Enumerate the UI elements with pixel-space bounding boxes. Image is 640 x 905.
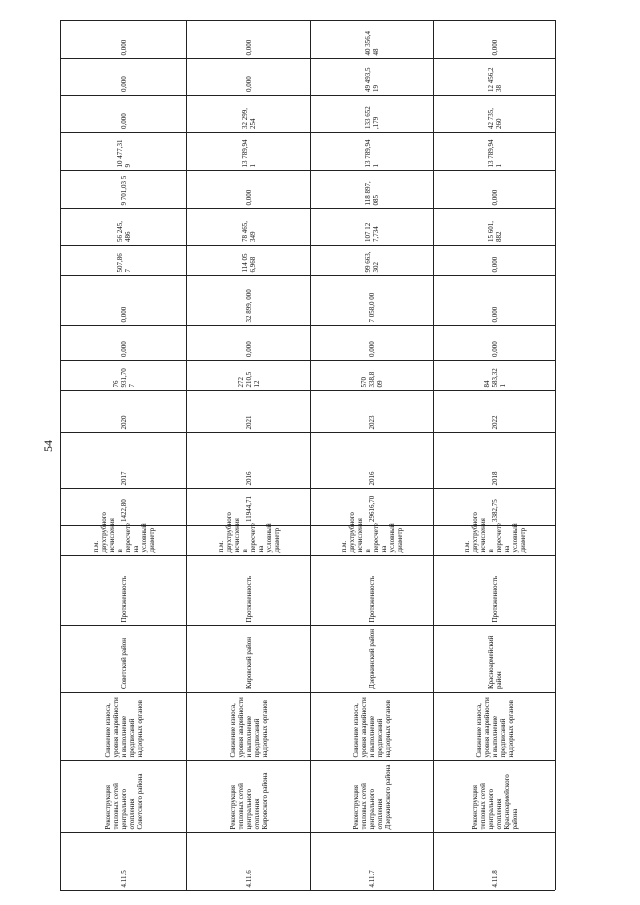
cell-text: 9 701,03 5 bbox=[119, 175, 128, 205]
cell-total-cost bbox=[187, 361, 310, 390]
cell-cost-3 bbox=[311, 246, 433, 275]
cell-text: 114 05 6,968 bbox=[240, 253, 257, 272]
cell-text: 40 356,4 48 bbox=[364, 30, 380, 55]
cell-total-cost bbox=[61, 361, 186, 390]
cell-text: 0,000 bbox=[490, 39, 499, 55]
cell-end-year bbox=[434, 391, 555, 432]
cell-cost-2 bbox=[311, 276, 433, 325]
cell-unit bbox=[187, 511, 310, 555]
cell-text: 4.11.6 bbox=[244, 869, 253, 887]
cell-text: 78 465, 349 bbox=[240, 221, 257, 242]
cell-cost-3 bbox=[61, 246, 186, 275]
cell-text: 13 789,94 1 bbox=[364, 139, 380, 167]
cell-text: Дзержинский район bbox=[368, 629, 376, 689]
cell-cost-6 bbox=[61, 133, 186, 170]
cell-text: 7 058,0 00 bbox=[368, 292, 376, 322]
cell-cost-1 bbox=[434, 326, 555, 360]
cell-cost-7 bbox=[187, 96, 310, 132]
cell-text: 0,000 bbox=[490, 189, 499, 205]
cell-text: 84 583,32 1 bbox=[482, 367, 507, 387]
page-number: 54 bbox=[41, 440, 55, 452]
cell-text: 2021 bbox=[244, 415, 253, 429]
cell-text: Протяженность bbox=[119, 575, 128, 622]
cell-cost-4 bbox=[311, 209, 433, 245]
cell-text: 15 601, 882 bbox=[486, 221, 503, 242]
cell-text: Снижение износа, уровня аварийности и выполнение предписаний надзорных органов bbox=[474, 696, 515, 757]
cell-text: 4.11.5 bbox=[119, 869, 128, 887]
cell-cost-8 bbox=[434, 59, 555, 95]
cell-cost-2 bbox=[434, 276, 555, 325]
cell-text: Протяженность bbox=[490, 575, 499, 622]
cell-text: Снижение износа, уровня аварийности и выполнение предписаний надзорных органов bbox=[228, 696, 269, 757]
cell-text: Реконструкция тепловых сетей центрального отопления Дзержинского района bbox=[352, 764, 392, 829]
cell-text: 56 245, 486 bbox=[115, 221, 132, 242]
cell-cost-7 bbox=[61, 96, 186, 132]
cell-cost-6 bbox=[187, 133, 310, 170]
cell-object-name bbox=[187, 761, 310, 832]
cell-text: Снижение износа, уровня аварийности и выполнение предписаний надзорных органов bbox=[352, 696, 392, 757]
cell-text: 3382,75 bbox=[490, 499, 499, 522]
cell-goal bbox=[61, 693, 186, 760]
cell-cost-6 bbox=[311, 133, 433, 170]
cell-text: 0,000 bbox=[490, 341, 499, 357]
cell-text: 2018 bbox=[490, 471, 499, 485]
cell-text: п.м. двухтрубного исчисления в пересчете на условный диаметр bbox=[216, 511, 281, 552]
cell-text: п.м. двухтрубного исчисления в пересчете на условный диаметр bbox=[91, 511, 156, 552]
cell-text: Протяженность bbox=[244, 575, 253, 622]
cell-row-number bbox=[434, 833, 555, 890]
cell-text: Реконструкция тепловых сетей центрального отопления Кировского района bbox=[228, 772, 269, 829]
cell-text: 76 931,70 7 bbox=[111, 367, 136, 387]
cell-text: 0,000 bbox=[244, 39, 253, 55]
cell-cost-2 bbox=[61, 276, 186, 325]
cell-text: 32 899, 000 bbox=[244, 288, 253, 322]
cell-text: Реконструкция тепловых сетей центрального отопления Красноармейского района bbox=[470, 773, 519, 829]
cell-indicator bbox=[434, 556, 555, 625]
cell-text: 0,000 bbox=[119, 39, 128, 55]
cell-text: 2022 bbox=[490, 415, 499, 429]
cell-cost-2 bbox=[187, 276, 310, 325]
cell-object-name bbox=[311, 761, 433, 832]
cell-cost-8 bbox=[187, 59, 310, 95]
cell-district bbox=[61, 626, 186, 692]
cell-cost-9 bbox=[187, 21, 310, 58]
cell-cost-1 bbox=[187, 326, 310, 360]
cell-length-total bbox=[187, 489, 310, 525]
cell-row-number bbox=[187, 833, 310, 890]
cell-cost-3 bbox=[434, 246, 555, 275]
cell-length-total bbox=[61, 489, 186, 525]
cell-text: п.м. двухтрубного исчисления в пересчете на условный диаметр bbox=[340, 511, 404, 552]
cell-text: 10 477,31 9 bbox=[115, 139, 132, 167]
cell-cost-4 bbox=[61, 209, 186, 245]
grid-line bbox=[60, 890, 555, 891]
cell-text: 32 299, 254 bbox=[240, 108, 257, 129]
cell-text: 0,000 bbox=[119, 113, 128, 129]
cell-district bbox=[187, 626, 310, 692]
cell-indicator bbox=[187, 556, 310, 625]
cell-text: Красноармейский район bbox=[486, 635, 503, 689]
cell-text: 11944,71 bbox=[244, 496, 253, 522]
cell-total-cost bbox=[434, 361, 555, 390]
cell-cost-8 bbox=[311, 59, 433, 95]
cell-text: 99 663, 302 bbox=[364, 251, 380, 272]
cell-text: 570 338,8 09 bbox=[360, 371, 384, 387]
cell-text: 13 789,94 1 bbox=[240, 139, 257, 167]
cell-text: 0,000 bbox=[119, 76, 128, 92]
cell-text: 49 493,5 19 bbox=[364, 67, 380, 92]
cell-start-year bbox=[434, 433, 555, 488]
cell-cost-3 bbox=[187, 246, 310, 275]
cell-cost-5 bbox=[311, 171, 433, 208]
cell-text: 0,000 bbox=[119, 341, 128, 357]
cell-start-year bbox=[61, 433, 186, 488]
cell-text: 118 897, 085 bbox=[364, 180, 380, 205]
cell-text: 4.11.7 bbox=[368, 869, 376, 887]
cell-cost-8 bbox=[61, 59, 186, 95]
cell-cost-9 bbox=[61, 21, 186, 58]
cell-unit bbox=[61, 511, 186, 555]
cell-text: 1422,80 bbox=[119, 499, 128, 522]
cell-indicator bbox=[61, 556, 186, 625]
cell-cost-5 bbox=[434, 171, 555, 208]
cell-text: 2020 bbox=[119, 415, 128, 429]
cell-unit bbox=[434, 511, 555, 555]
cell-text: 12 456,2 38 bbox=[486, 67, 503, 92]
cell-indicator bbox=[311, 556, 433, 625]
cell-length-total bbox=[434, 489, 555, 525]
cell-text: 0,000 bbox=[368, 341, 376, 357]
cell-text: Кировский район bbox=[244, 636, 253, 689]
cell-text: 13 789,94 1 bbox=[486, 139, 503, 167]
cell-row-number bbox=[311, 833, 433, 890]
cell-text: 272 210,5 12 bbox=[236, 371, 261, 387]
cell-unit bbox=[311, 511, 433, 555]
cell-cost-4 bbox=[187, 209, 310, 245]
cell-cost-7 bbox=[434, 96, 555, 132]
cell-text: 0,000 bbox=[244, 341, 253, 357]
cell-length-total bbox=[311, 489, 433, 525]
cell-district bbox=[311, 626, 433, 692]
cell-text: п.м. двухтрубного исчисления в пересчете на условный диаметр bbox=[462, 511, 527, 552]
cell-text: 2016 bbox=[244, 471, 253, 485]
cell-start-year bbox=[311, 433, 433, 488]
cell-text: 0,000 bbox=[244, 189, 253, 205]
cell-text: Снижение износа, уровня аварийности и выполнение предписаний надзорных органов bbox=[103, 696, 144, 757]
cell-cost-6 bbox=[434, 133, 555, 170]
grid-line bbox=[555, 20, 556, 890]
cell-text: 0,000 bbox=[490, 306, 499, 322]
cell-cost-5 bbox=[187, 171, 310, 208]
cell-cost-1 bbox=[311, 326, 433, 360]
cell-text: 0,000 bbox=[244, 76, 253, 92]
cell-text: 29616,70 bbox=[368, 495, 376, 522]
cell-text: 507,86 7 bbox=[115, 252, 132, 272]
cell-cost-1 bbox=[61, 326, 186, 360]
cell-text: Советский район bbox=[119, 637, 128, 689]
cell-object-name bbox=[434, 761, 555, 832]
cell-text: 2023 bbox=[368, 415, 376, 429]
cell-text: 133 652 ,179 bbox=[364, 106, 380, 129]
cell-cost-5 bbox=[61, 171, 186, 208]
cell-text: 4.11.8 bbox=[490, 869, 499, 887]
cell-text: Протяженность bbox=[368, 575, 376, 622]
cell-text: 2016 bbox=[368, 471, 376, 485]
cell-total-cost bbox=[311, 361, 433, 390]
cell-goal bbox=[311, 693, 433, 760]
cell-cost-4 bbox=[434, 209, 555, 245]
cell-district bbox=[434, 626, 555, 692]
cell-end-year bbox=[311, 391, 433, 432]
cell-object-name bbox=[61, 761, 186, 832]
cell-end-year bbox=[187, 391, 310, 432]
cell-row-number bbox=[61, 833, 186, 890]
cell-text: 107 12 7,734 bbox=[364, 222, 380, 242]
cell-text: Реконструкция тепловых сетей центрального отопления Советского района bbox=[103, 773, 144, 829]
cell-goal bbox=[187, 693, 310, 760]
cell-text: 0,000 bbox=[490, 256, 499, 272]
cell-text: 42 735, 260 bbox=[486, 108, 503, 129]
cell-goal bbox=[434, 693, 555, 760]
cell-cost-9 bbox=[434, 21, 555, 58]
cell-text: 2017 bbox=[119, 471, 128, 485]
cell-text: 0,000 bbox=[119, 306, 128, 322]
cell-cost-9 bbox=[311, 21, 433, 58]
cell-cost-7 bbox=[311, 96, 433, 132]
cell-end-year bbox=[61, 391, 186, 432]
cell-start-year bbox=[187, 433, 310, 488]
